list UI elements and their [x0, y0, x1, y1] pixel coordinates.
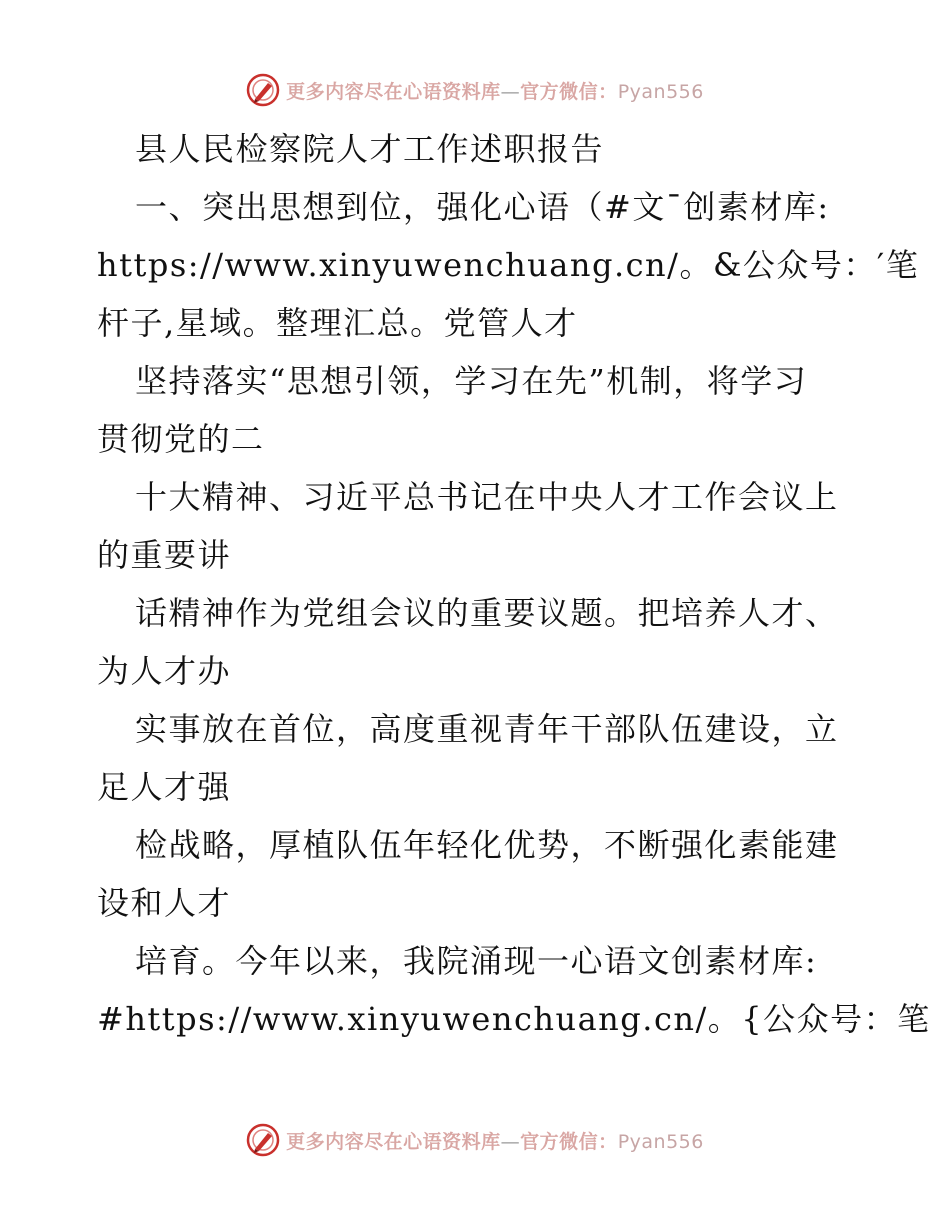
document-title: 县人民检察院人才工作述职报告 — [135, 130, 605, 168]
footer-watermark — [0, 1120, 950, 1160]
text-line: 足人才强 — [97, 768, 232, 806]
pen-logo-icon — [246, 73, 280, 107]
text-line: 话精神作为党组会议的重要议题。把培养人才、 — [135, 594, 839, 632]
text-line: 检战略，厚植队伍年轻化优势，不断强化素能建 — [135, 826, 839, 864]
watermark-dash: — — [500, 80, 521, 103]
text-line: 十大精神、习近平总书记在中央人才工作会议上 — [135, 478, 839, 516]
watermark-contact-label: 官方微信： — [520, 80, 618, 103]
watermark-contact-id: Pyan556 — [617, 1130, 704, 1153]
text-line: 为人才办 — [97, 652, 232, 690]
watermark-slogan: 更多内容尽在心语资料库 — [286, 80, 501, 103]
pen-logo-icon — [246, 1123, 280, 1157]
watermark-dash: — — [500, 1130, 521, 1153]
watermark-slogan: 更多内容尽在心语资料库 — [286, 1130, 501, 1153]
document-body — [97, 120, 931, 1048]
header-watermark — [0, 70, 950, 110]
text-line: 贯彻党的二 — [97, 420, 265, 458]
text-line: 培育。今年以来，我院涌现一心语文创素材库: — [135, 942, 818, 980]
watermark-text — [286, 1127, 704, 1154]
text-line: https://www.xinyuwenchuang.cn/。&公众号：′笔 — [97, 246, 920, 284]
text-line: 一、突出思想到位，强化心语（#文¯创素材库: — [135, 188, 830, 226]
watermark-contact-label: 官方微信： — [520, 1130, 618, 1153]
text-line: 的重要讲 — [97, 536, 232, 574]
text-line: 实事放在首位，高度重视青年干部队伍建设，立 — [135, 710, 839, 748]
text-line: 设和人才 — [97, 884, 232, 922]
watermark-contact-id: Pyan556 — [617, 80, 704, 103]
watermark-text — [286, 77, 704, 104]
text-line: 杆子,星域。整理汇总。党管人才 — [97, 304, 578, 342]
text-line: 坚持落实“思想引领，学习在先”机制，将学习 — [135, 362, 808, 400]
text-line: #https://www.xinyuwenchuang.cn/。{公众号：笔 — [97, 1000, 931, 1038]
